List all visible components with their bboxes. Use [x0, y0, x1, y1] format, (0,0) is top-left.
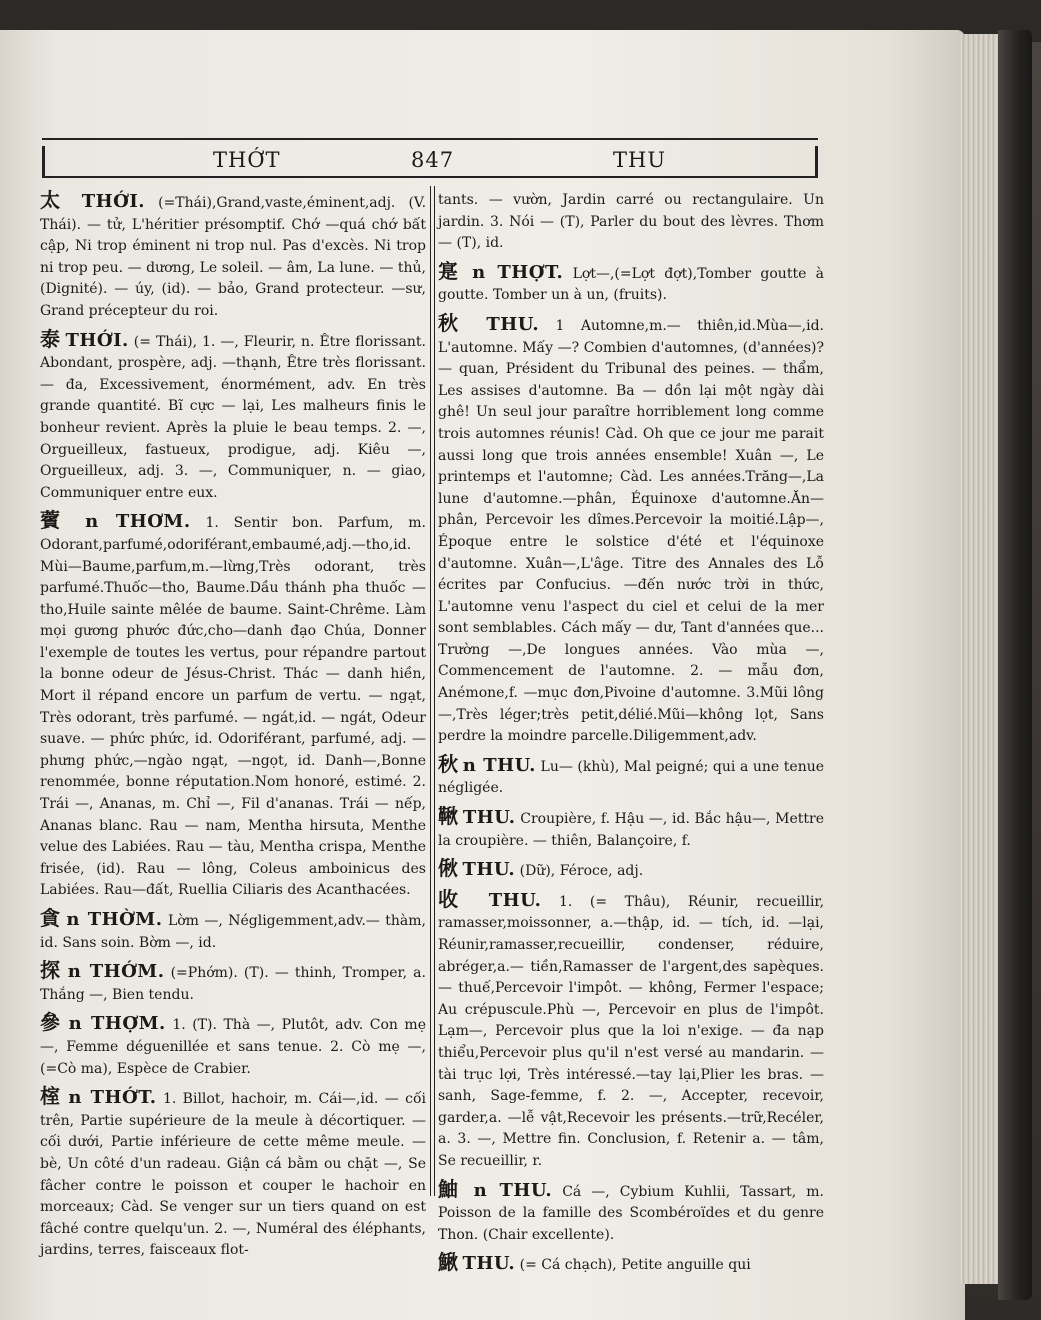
chinese-character: 太 [40, 188, 69, 212]
entry-text: (=Thái),Grand,vaste,éminent,adj. (V. Thái). — tử, L'héritier présomptif. Chớ —quá chớ bất cập, Ni trop éminent ni trop nul. Pas d'excès. Ni trop ni trop peu. — dương, Le soleil. — âm, La lune. — thủ, (Dignité). — úy, (id). — bảo, Grand protecteur. —sư, Grand précepteur du roi. [40, 195, 427, 319]
entry-text: (=Phớm). (T). — thinh, Tromper, a. Thắng —, Bien tendu. [40, 965, 426, 1003]
dictionary-entry [40, 326, 427, 505]
chinese-character: 貪 [40, 906, 61, 930]
right-column [438, 190, 824, 1283]
header-left-word: THỚT [213, 148, 281, 172]
header-right-word: THU [613, 148, 667, 172]
page-edges [960, 34, 1000, 1284]
chinese-character: 寔 [438, 258, 463, 283]
entry-text: 1. (T). Thà —, Plutôt, adv. Con mẹ —, Femme déguenillée et sans tenue. 2. Cò mẹ —, (=Cò ma), Espèce de Crabier. [40, 1017, 426, 1077]
dictionary-entry [438, 1252, 824, 1277]
chinese-character: 泰 [40, 326, 61, 351]
dictionary-entry [40, 190, 426, 323]
entry-text: Lu— (khù), Mal peigné; qui a une tenue négligée. [438, 758, 825, 797]
headword: THU. [462, 807, 516, 829]
chinese-character: 榁 [40, 1084, 62, 1109]
chinese-character: 收 [438, 886, 472, 911]
headword: n THU. [462, 754, 536, 776]
entry-text: Croupière, f. Hậu —, id. Bắc hậu—, Mettre la croupière. — thiên, Balançoire, f. [438, 811, 824, 849]
headword: n THỢM. [68, 1013, 166, 1035]
entry-text: Lờm —, Négligemment,adv.— thàm, id. Sans soin. Bờm —, id. [40, 913, 427, 951]
running-header [42, 146, 818, 178]
headword: n THỢT. [472, 261, 564, 283]
dictionary-entry [438, 858, 824, 883]
chinese-character: 探 [40, 958, 62, 983]
dictionary-entry [438, 1176, 824, 1247]
dictionary-entry [438, 751, 825, 800]
entry-text: (Dữ), Féroce, adj. [519, 863, 644, 880]
book-binding [998, 30, 1032, 1300]
headword: THU. [486, 313, 540, 335]
headword: n THỜM. [66, 909, 163, 930]
headword: n THỚT. [68, 1087, 157, 1109]
dictionary-entry [40, 1012, 426, 1080]
entry-text: tants. — vườn, Jardin carré ou rectangulaire. Un jardin. 3. Nói — (T), Parler du bout des lèvres. Thơm — (T), id. [438, 192, 824, 252]
headword: THỚI. [65, 329, 129, 351]
chinese-character: 鮋 [438, 1176, 464, 1201]
headword: THU. [488, 889, 542, 911]
entry-text: 1 Automne,m.— thiên,id.Mùa—,id. L'automne. Mấy —? Combien d'automnes, (d'années)? — quan, Président du Tribunal des peines. — thẩm, Les assises d'automne. Ba — dồn lại một ngày dài ghê! Un seul jour paraître horriblement long comme trois automnes réunis! Càd. Oh que ce jour me parait aussi long que trois années ensemble! Xuân —, Le printemps et l'automne; Càd. Les années.Trăng—,La lune d'automne.—phân, Équinoxe d'automne.Ăn—phân, Percevoir les dîmes.Percevoir la moitié.Lập—, Époque entre le solstice d'été et l'équinoxe d'automne. Xuân—,L'âge. Titre des Annales des Lỗ écrites par Confucius. —đến nước trời in thức, L'automne venu l'aspect du ciel et celui de la mer sont semblables. Cách mấy — dư, Tant d'années que... Trường —,De longues années. Vào mùa —, Commencement de l'automne. 2. — mẫu đơn, Anémone,f. —mục đơn,Pivoine d'automne. 3.Mũi lông—,Très léger;très petit,délié.Mũi—không lọt, Sans perdre la moindre parcelle.Diligemment,adv. [438, 317, 825, 745]
entry-text: (= Thái), 1. —, Fleurir, n. Être florissant. Abondant, prospère, adj. —thạnh, Être très florissant. — đa, Excessivement, énormément, adv. En très grande quantité. Bĩ cực — lại, Les malheurs finis le bonheur revient. Après la pluie le beau temps. 2. —, Orgueilleux, fastueux, prodigue, adj. Kiêu —, Orgueilleux, adj. 3. —, Communiquer, n. — giao, Communiquer entre eux. [40, 333, 427, 501]
dictionary-entry [438, 190, 824, 255]
entry-text: 1. Billot, hachoir, m. Cái—,id. — cối trên, Partie supérieure de la meule à décortiquer. — cối dưới, Partie inférieure de cette même meule. — bè, Un côté d'un radeau. Giận cá bằm ou chặt —, Se fâcher contre le poisson et couper le hachoir en morceaux; Càd. Se venger sur un tiers quand on est fâché contre quelqu'un. 2. —, Numéral des éléphants, jardins, terres, faisceaux flot- [40, 1091, 427, 1259]
entry-text: Lợt—,(=Lợt đợt),Tomber goutte à goutte. Tomber un à un, (fruits). [438, 265, 825, 304]
headword: n THỚM. [67, 961, 165, 983]
headword: n THU. [473, 1179, 553, 1201]
headword: THU. [462, 859, 516, 881]
chinese-character: 鞦 [438, 804, 459, 829]
dictionary-entry [40, 510, 426, 902]
dictionary-entry [438, 806, 824, 852]
chinese-character: 鰍 [438, 1250, 458, 1275]
entry-text: (= Cá chạch), Petite anguille qui [519, 1257, 751, 1274]
chinese-character: 參 [40, 1010, 63, 1035]
header-top-rule [42, 138, 818, 140]
column-divider [430, 186, 435, 1196]
chinese-character: 薲 [40, 508, 71, 533]
left-column [40, 190, 426, 1268]
chinese-character: 偢 [438, 856, 458, 881]
entry-text: 1. (= Thâu), Réunir, recueillir, ramasser,moissonner, a.—thập, id. — tích, id. —lại, Réunir,ramasser,recueillir, condenser, réduire, abréger,a.— tiền,Ramasser de l'argent,des sapèques.— thuế,Percevoir l'impôt. — không, Fermer l'espace; Au crépuscule.Phù —, Percevoir en plus de l'impôt. Lạm—, Percevoir plus que la loi n'exige. — đa nạp thiểu,Percevoir plus qu'il n'est versé au mandarin. —tài trục lợi, Très intéressé.—tay lại,Plier les bras. — sanh, Sage-femme, f. 2. —, Accepter, recevoir, garder,a. —lễ vật,Recevoir les présents.—trữ,Recéler, a. 3. —, Mettre fin. Conclusion, f. Retenir a. — tâm, Se recueillir, r. [438, 893, 825, 1169]
dictionary-entry [438, 310, 825, 748]
headword: n THƠM. [85, 511, 191, 533]
dictionary-entry [438, 886, 825, 1173]
headword: THỚI. [81, 191, 146, 212]
page-number: 847 [411, 148, 455, 172]
entry-text: 1. Sentir bon. Parfum, m. Odorant,parfumé,odoriférant,embaumé,adj.—tho,id. Mùi—Baume,parfum,m.—lừng,Très odorant, très parfumé.Thuốc—tho, Baume.Dầu thánh pha thuốc —tho,Huile sainte mêlée de baume. Saint-Chrême. Làm mọi gương phước đức,cho—danh đạo Chúa, Donner l'exemple de toutes les vertus, pour répandre partout la bonne odeur de Jésus-Christ. Thác — danh hiền, Mort il répand encore un parfum de vertu. — ngạt, Très odorant, très parfumé. — ngát,id. — ngát, Odeur suave. — phức phức, id. Odoriférant, parfumé, adj. —phưng phức,—ngào ngạt, —ngọt, id. Danh—,Bonne renommée, bonne réputation.Nom honoré, estimé. 2. Trái —, Ananas, m. Chỉ —, Fil d'ananas. Trái — nếp, Ananas blanc. Rau — nam, Mentha hirsuta, Menthe velue des Labiées. Rau — tàu, Mentha crispa, Menthe frisée, (id). Rau — lông, Coleus amboinicus des Labiées. Rau—đất, Ruellia Ciliaris des Acanthacées. [40, 515, 427, 899]
dictionary-entry [40, 1086, 426, 1262]
dictionary-entry [40, 908, 426, 954]
dictionary-entry [438, 258, 825, 307]
dictionary-entry [40, 960, 426, 1006]
entry-text: Cá —, Cybium Kuhlii, Tassart, m. Poisson de la famille des Scombéroïdes et du genre Thon. (Chair excellente). [438, 1183, 824, 1243]
headword: THU. [462, 1253, 516, 1275]
chinese-character: 秋 [438, 751, 459, 776]
chinese-character: 秋 [438, 310, 470, 335]
